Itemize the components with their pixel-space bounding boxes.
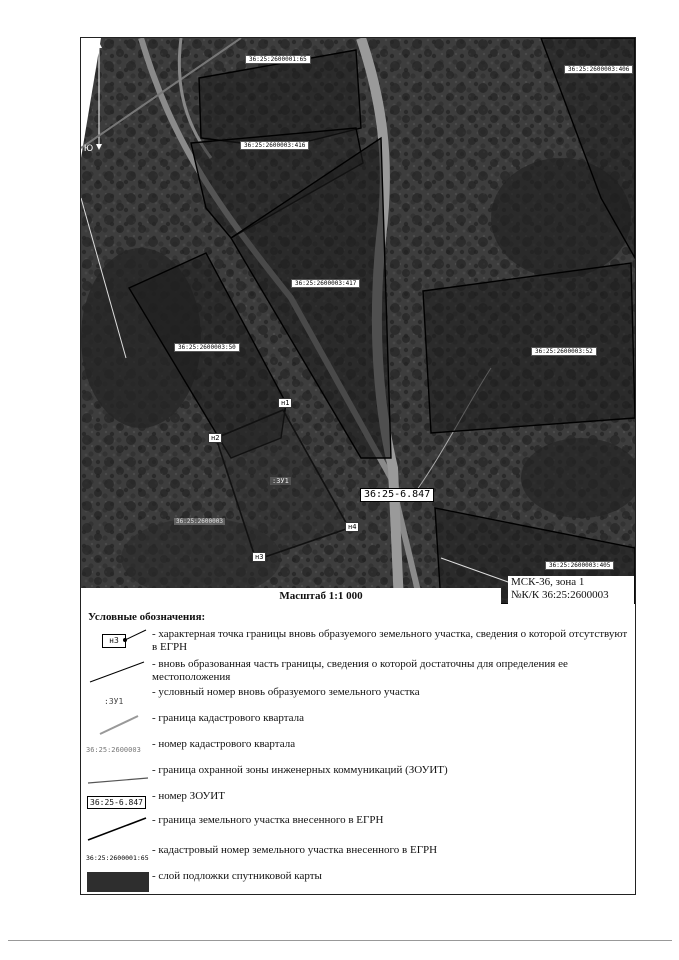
zone-sample: 36:25-6.847 <box>87 796 146 809</box>
legend-text: - номер ЗОУИТ <box>152 790 225 802</box>
leader-line-icon <box>86 628 148 652</box>
legend-text: - условный номер вновь образуемого земельного участка <box>152 686 420 698</box>
legend-sample <box>86 844 148 868</box>
point-label-n4[interactable]: н4 <box>345 522 359 532</box>
scale-text: Масштаб 1:1 000 <box>279 590 363 602</box>
legend-item <box>86 790 634 814</box>
zone-label[interactable]: 36:25-6.847 <box>360 488 434 502</box>
legend-sample <box>86 738 148 762</box>
parcel-label[interactable]: 36:25:2600003:50 <box>174 343 240 352</box>
zu-label[interactable]: :ЗУ1 <box>272 477 289 485</box>
legend-text: - кадастровый номер земельного участка внесенного в ЕГРН <box>152 844 438 856</box>
point-sample: н3 <box>102 634 126 648</box>
parcel-label[interactable]: 36:25:2600001:65 <box>245 55 311 64</box>
parcel-label[interactable]: 36:25:2600003:52 <box>531 347 597 356</box>
legend-item <box>86 658 634 686</box>
legend-item <box>86 764 634 788</box>
legend-title: Условные обозначения: <box>88 611 206 623</box>
kvartal-sample: 36:25:2600003 <box>86 746 141 754</box>
legend-sample <box>86 870 148 894</box>
legend-sample <box>86 814 148 838</box>
legend-text: - граница охранной зоны инженерных коммуникаций (ЗОУИТ) <box>152 764 448 776</box>
legend-sample <box>86 686 148 710</box>
legend-item <box>86 712 634 736</box>
parcel-label[interactable]: 36:25:2600003:417 <box>291 279 360 288</box>
parcel-label[interactable]: 36:25:2600003:405 <box>545 561 614 570</box>
parcel-label[interactable]: 36:25:2600003:406 <box>564 65 633 74</box>
legend-sample <box>86 764 148 788</box>
legend-item <box>86 844 634 866</box>
legend-text: - вновь образованная часть границы, сведения о которой достаточны для определения ее местоположения <box>152 658 568 683</box>
legend-item <box>86 738 634 760</box>
legend-item <box>86 686 634 710</box>
legend-sample <box>86 658 148 682</box>
legend-text: - номер кадастрового квартала <box>152 738 296 750</box>
page-divider <box>8 940 672 941</box>
legend-text: - характерная точка границы вновь образуемого земельного участка, сведения о которой отсутствуют в ЕГРН <box>152 628 628 653</box>
legend-text: - слой подложки спутниковой карты <box>152 870 322 882</box>
point-label-n1[interactable]: н1 <box>278 398 292 408</box>
point-label-n2[interactable]: н2 <box>208 433 222 443</box>
legend-item <box>86 870 634 894</box>
compass-north: С <box>84 40 91 50</box>
kvartal-boundary-line-icon <box>86 712 148 736</box>
zu-sample: :ЗУ1 <box>104 697 124 706</box>
parcel-number-sample: 36:25:2600001:65 <box>86 854 149 862</box>
point-label-n3[interactable]: н3 <box>252 552 266 562</box>
legend-text: - граница кадастрового квартала <box>152 712 304 724</box>
satellite-map[interactable] <box>81 38 635 604</box>
scale-bar <box>81 588 501 604</box>
satellite-layer-swatch <box>87 872 149 892</box>
legend-sample <box>86 628 148 652</box>
kvartal-label: 36:25:2600003 <box>176 518 223 525</box>
legend-text: - граница земельного участка внесенного в ЕГРН <box>152 814 384 826</box>
new-boundary-line-icon <box>86 658 148 684</box>
parcel-label[interactable]: 36:25:2600003:416 <box>240 141 309 150</box>
coord-system-info <box>508 576 634 604</box>
legend-item <box>86 628 634 656</box>
zone-boundary-line-icon <box>86 764 148 788</box>
legend-item <box>86 814 634 842</box>
legend-sample <box>86 712 148 736</box>
legend-sample <box>86 790 148 814</box>
coord-system-line: МСК-36, зона 1 <box>511 576 585 588</box>
map-graphics <box>81 38 635 604</box>
kvartal-number-line: №К/К 36:25:2600003 <box>511 589 609 601</box>
compass-south: Ю <box>84 143 94 153</box>
parcel-boundary-line-icon <box>86 814 148 842</box>
